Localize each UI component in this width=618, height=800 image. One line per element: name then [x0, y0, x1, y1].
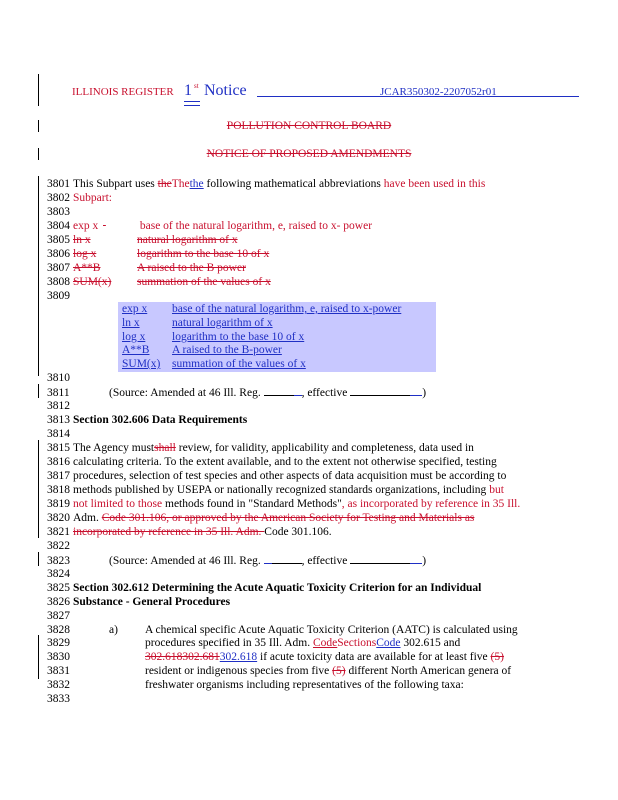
line-number: 3819	[47, 498, 70, 510]
blank-field	[264, 553, 272, 564]
text-line	[47, 692, 73, 706]
text-line: 3832 freshwater organisms including representatives of the following taxa:	[47, 679, 464, 691]
text-line: 3831 resident or indigenous species from five (5) different North American genera of	[47, 665, 512, 677]
blank-field	[272, 553, 302, 564]
line-number: 3808	[47, 276, 70, 288]
text-line: 3820 Adm. Code 301.106, or approved by the American Society for Testing and Materials as	[47, 512, 475, 524]
text-line: 3806 log x logarithm to the base 10 of x	[47, 248, 270, 260]
text-line: 3823 (Source: Amended at 46 Ill. Reg. , effective )	[47, 555, 427, 567]
change-bar	[38, 74, 39, 106]
text-line: 3818 methods published by USEPA or nationally recognized standards organizations, including but	[47, 484, 504, 496]
change-bar	[38, 440, 39, 538]
line-number: 3827	[47, 610, 70, 622]
text-line: 3808 SUM(x) summation of the values of x	[47, 276, 271, 288]
page-header	[72, 84, 542, 106]
text-line: 3801 This Subpart uses theThethe following mathematical abbreviations have been used in this	[47, 178, 486, 190]
change-bar	[38, 552, 39, 566]
page-number: 1	[184, 82, 192, 99]
line-number: 3829	[47, 637, 70, 649]
text-line: 3807 A**B A raised to the B power	[47, 262, 246, 274]
text-line: 3819 not limited to those methods found in "Standard Methods", as incorporated by reference in 35 Ill.	[47, 498, 521, 510]
line-number: 3813	[47, 414, 70, 426]
line-number: 3830	[47, 651, 70, 663]
text-line: 3804 exp x base of the natural logarithm, e, raised to x- power	[47, 220, 373, 232]
blank-field	[294, 385, 302, 396]
text-line: 3816 calculating criteria. To the extent available, and to the extent not otherwise specified, testing	[47, 456, 497, 468]
double-underline	[184, 101, 200, 106]
text-line	[47, 289, 73, 303]
line-number: 3811	[47, 387, 70, 399]
line-number: 3815	[47, 442, 70, 454]
text-line: 3811 (Source: Amended at 46 Ill. Reg. , effective )	[47, 387, 427, 399]
text-line: 3830 302.618302.681302.618 if acute toxicity data are available for at least five (5)	[47, 651, 504, 663]
table-row: ln x natural logarithm of x	[122, 317, 273, 329]
line-number: 3823	[47, 555, 70, 567]
text-line	[47, 581, 481, 595]
blank-field	[350, 553, 410, 564]
line-number: 3805	[47, 234, 70, 246]
blank-field	[410, 385, 422, 396]
change-bar	[38, 384, 39, 398]
line-number: 3831	[47, 665, 70, 677]
section-heading: Section 302.612 Determining the Acute Aquatic Toxicity Criterion for an Individual	[73, 582, 482, 594]
change-bar	[38, 176, 39, 376]
text-line: 3826 Substance - General Procedures	[47, 596, 231, 608]
line-number: 3803	[47, 206, 70, 218]
text-line	[47, 539, 73, 553]
jcar-code: JCAR350302-2207052r01	[380, 86, 497, 98]
text-line: 3805 ln x natural logarithm of x	[47, 234, 238, 246]
line-number: 3801	[47, 178, 70, 190]
text-line: 3815 The Agency mustshall review, for validity, applicability and completeness, data used in	[47, 442, 474, 454]
text-line: 3828 a) A chemical specific Acute Aquatic Toxicity Criterion (AATC) is calculated using	[47, 624, 518, 636]
line-number: 3825	[47, 582, 70, 594]
line-number: 3817	[47, 470, 70, 482]
text-line: 3821 incorporated by reference in 35 Ill. Adm. Code 301.106.	[47, 526, 332, 538]
line-number: 3814	[47, 428, 70, 440]
text-line: 3829 procedures specified in 35 Ill. Adm. CodeSectionsCode 302.615 and	[47, 637, 461, 649]
blank-field	[264, 385, 294, 396]
abbreviations-table	[118, 302, 436, 372]
board-name: POLLUTION CONTROL BOARD	[226, 120, 392, 132]
blank-field	[350, 385, 410, 396]
section-heading: Section 302.606 Data Requirements	[73, 414, 248, 426]
line-number: 3812	[47, 400, 70, 412]
table-row: A**B A raised to the B-power	[122, 344, 282, 356]
notice-label: Notice	[204, 82, 247, 99]
line-number: 3833	[47, 693, 70, 705]
change-bar	[38, 635, 39, 679]
line-number: 3826	[47, 596, 70, 608]
register-name: ILLINOIS REGISTER	[72, 86, 174, 98]
text-line	[47, 371, 73, 385]
line-number: 3818	[47, 484, 70, 496]
blank-field	[410, 553, 422, 564]
line-number: 3802	[47, 192, 70, 204]
text-line: 3802 Subpart:	[47, 192, 112, 204]
page-number-suffix: st	[194, 82, 199, 90]
line-number: 3810	[47, 372, 70, 384]
text-line	[47, 567, 73, 581]
text-line	[47, 609, 73, 623]
line-number: 3828	[47, 624, 70, 636]
text-line: 3817 procedures, selection of test species and other aspects of data acquisition must be according to	[47, 470, 507, 482]
table-row: SUM(x) summation of the values of x	[122, 358, 306, 370]
line-number: 3816	[47, 456, 70, 468]
line-number: 3809	[47, 290, 70, 302]
line-number: 3822	[47, 540, 70, 552]
text-line	[47, 427, 73, 441]
line-number: 3824	[47, 568, 70, 580]
table-row: log x logarithm to the base 10 of x	[122, 331, 305, 343]
line-number: 3832	[47, 679, 70, 691]
text-line	[47, 413, 247, 427]
line-number: 3806	[47, 248, 70, 260]
line-number: 3820	[47, 512, 70, 524]
line-number: 3807	[47, 262, 70, 274]
text-line	[47, 399, 73, 413]
text-line	[47, 205, 73, 219]
table-row: exp x base of the natural logarithm, e, raised to x-power	[122, 303, 402, 315]
notice-title: NOTICE OF PROPOSED AMENDMENTS	[206, 148, 412, 160]
line-number: 3821	[47, 526, 70, 538]
line-number: 3804	[47, 220, 70, 232]
